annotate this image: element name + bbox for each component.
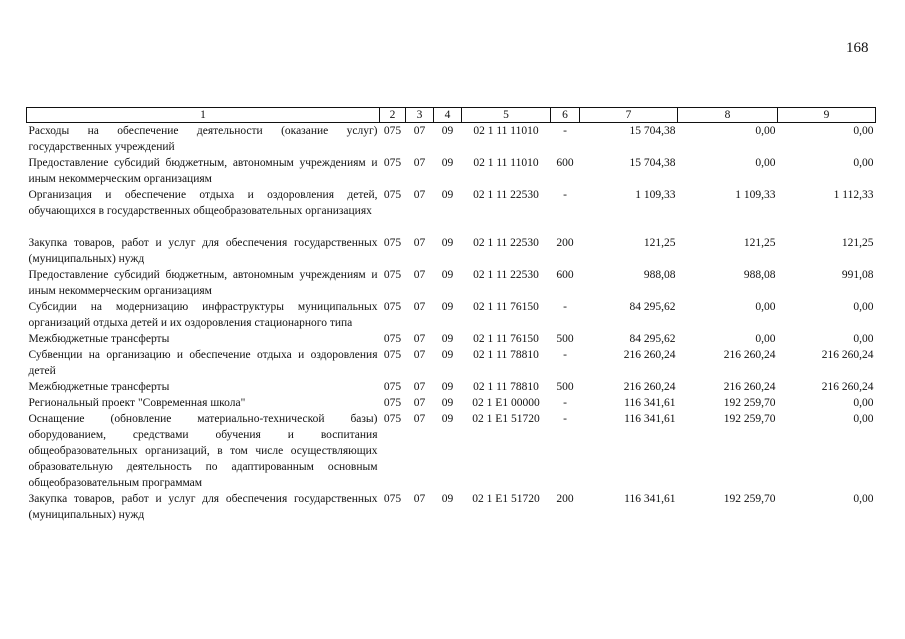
cell-amount-year1: 216 260,24	[623, 381, 676, 393]
cell-amount-year3: 0,00	[853, 493, 874, 505]
cell-target-article: 02 1 11 11010	[473, 157, 539, 169]
cell-amount-year1: 988,08	[643, 269, 676, 281]
cell-section: 07	[413, 413, 426, 425]
cell-subsection: 09	[441, 237, 454, 249]
cell-subsection: 09	[441, 349, 454, 361]
row-name: Субвенции на организацию и обеспечение отдыха и оздоровления детей	[28, 349, 378, 377]
cell-amount-year2: 192 259,70	[723, 397, 776, 409]
cell-amount-year1: 15 704,38	[629, 125, 676, 137]
cell-section: 07	[413, 493, 426, 505]
cell-expense-type: -	[563, 301, 567, 313]
page-number: 168	[846, 40, 869, 56]
cell-subsection: 09	[441, 381, 454, 393]
table-row	[27, 395, 876, 411]
table-header	[27, 108, 876, 123]
table-row	[27, 299, 876, 331]
cell-subsection: 09	[441, 493, 454, 505]
cell-target-article: 02 1 E1 51720	[472, 413, 540, 425]
cell-admin-code: 075	[383, 349, 402, 361]
cell-amount-year3: 991,08	[841, 269, 874, 281]
cell-amount-year1: 84 295,62	[629, 333, 676, 345]
cell-amount-year1: 15 704,38	[629, 157, 676, 169]
cell-amount-year2: 1 109,33	[735, 189, 776, 201]
column-header: 6	[551, 108, 580, 123]
cell-amount-year2: 0,00	[755, 157, 776, 169]
cell-admin-code: 075	[383, 493, 402, 505]
table-row	[27, 411, 876, 491]
cell-amount-year2: 0,00	[755, 301, 776, 313]
cell-section: 07	[413, 237, 426, 249]
cell-admin-code: 075	[383, 157, 402, 169]
cell-amount-year2: 192 259,70	[723, 493, 776, 505]
cell-amount-year3: 0,00	[853, 125, 874, 137]
cell-amount-year2: 216 260,24	[723, 381, 776, 393]
cell-amount-year3: 216 260,24	[821, 381, 874, 393]
cell-amount-year1: 84 295,62	[629, 301, 676, 313]
cell-subsection: 09	[441, 301, 454, 313]
cell-admin-code: 075	[383, 381, 402, 393]
cell-admin-code: 075	[383, 269, 402, 281]
cell-admin-code: 075	[383, 125, 402, 137]
row-name: Предоставление субсидий бюджетным, автономным учреждениям и иным некоммерческим организациям	[28, 157, 378, 185]
cell-amount-year1: 1 109,33	[635, 189, 676, 201]
cell-amount-year2: 988,08	[743, 269, 776, 281]
cell-amount-year3: 0,00	[853, 301, 874, 313]
cell-amount-year3: 0,00	[853, 157, 874, 169]
cell-amount-year3: 216 260,24	[821, 349, 874, 361]
cell-target-article: 02 1 11 78810	[473, 349, 539, 361]
cell-amount-year2: 0,00	[755, 333, 776, 345]
cell-target-article: 02 1 11 22530	[473, 237, 539, 249]
cell-target-article: 02 1 11 11010	[473, 125, 539, 137]
cell-admin-code: 075	[383, 413, 402, 425]
cell-section: 07	[413, 349, 426, 361]
cell-admin-code: 075	[383, 237, 402, 249]
column-header: 8	[678, 108, 778, 123]
column-header: 5	[462, 108, 551, 123]
cell-section: 07	[413, 301, 426, 313]
row-name: Региональный проект "Современная школа"	[28, 397, 246, 409]
column-header: 2	[380, 108, 406, 123]
cell-expense-type: 500	[556, 381, 574, 393]
cell-amount-year2: 0,00	[755, 125, 776, 137]
cell-subsection: 09	[441, 189, 454, 201]
cell-admin-code: 075	[383, 397, 402, 409]
row-name: Закупка товаров, работ и услуг для обеспечения государственных (муниципальных) нужд	[28, 237, 378, 265]
table-row	[27, 235, 876, 267]
cell-expense-type: -	[563, 349, 567, 361]
cell-amount-year2: 192 259,70	[723, 413, 776, 425]
cell-admin-code: 075	[383, 333, 402, 345]
cell-expense-type: 600	[556, 269, 574, 281]
table-row	[27, 491, 876, 523]
cell-expense-type: 500	[556, 333, 574, 345]
row-name: Закупка товаров, работ и услуг для обеспечения государственных (муниципальных) нужд	[28, 493, 378, 521]
cell-target-article: 02 1 11 76150	[473, 301, 539, 313]
cell-target-article: 02 1 E1 00000	[472, 397, 540, 409]
table-row	[27, 267, 876, 299]
cell-expense-type: -	[563, 413, 567, 425]
table-row	[27, 347, 876, 379]
cell-expense-type: -	[563, 189, 567, 201]
cell-section: 07	[413, 125, 426, 137]
cell-amount-year1: 116 341,61	[624, 397, 676, 409]
table-row	[27, 155, 876, 187]
budget-table	[26, 107, 876, 523]
table-row	[27, 187, 876, 235]
cell-amount-year2: 121,25	[743, 237, 776, 249]
cell-target-article: 02 1 11 76150	[473, 333, 539, 345]
cell-amount-year1: 116 341,61	[624, 413, 676, 425]
cell-expense-type: 200	[556, 237, 574, 249]
cell-expense-type: 600	[556, 157, 574, 169]
row-name: Межбюджетные трансферты	[28, 333, 170, 345]
row-name: Организация и обеспечение отдыха и оздоровления детей, обучающихся в государственных общеобразовательных организациях	[28, 189, 378, 217]
column-header: 9	[778, 108, 876, 123]
cell-amount-year3: 1 112,33	[833, 189, 874, 201]
table-row	[27, 123, 876, 156]
column-header: 7	[580, 108, 678, 123]
row-name: Оснащение (обновление материально-технической базы) оборудованием, средствами обучения и воспитания общеобразовательных организаций, в том числе осуществляющих образовательную деятельность по адаптированным основным общеобразовательным программам	[28, 413, 378, 489]
row-name: Предоставление субсидий бюджетным, автономным учреждениям и иным некоммерческим организациям	[28, 269, 378, 297]
cell-amount-year2: 216 260,24	[723, 349, 776, 361]
cell-subsection: 09	[441, 413, 454, 425]
row-name: Межбюджетные трансферты	[28, 381, 170, 393]
cell-section: 07	[413, 381, 426, 393]
table-row	[27, 331, 876, 347]
cell-expense-type: -	[563, 397, 567, 409]
cell-section: 07	[413, 189, 426, 201]
cell-subsection: 09	[441, 397, 454, 409]
cell-section: 07	[413, 157, 426, 169]
cell-target-article: 02 1 11 78810	[473, 381, 539, 393]
cell-expense-type: 200	[556, 493, 574, 505]
row-name: Расходы на обеспечение деятельности (оказание услуг) государственных учреждений	[28, 125, 378, 153]
cell-amount-year3: 0,00	[853, 413, 874, 425]
cell-section: 07	[413, 397, 426, 409]
column-header: 4	[434, 108, 462, 123]
cell-amount-year3: 0,00	[853, 333, 874, 345]
cell-subsection: 09	[441, 157, 454, 169]
cell-subsection: 09	[441, 125, 454, 137]
column-header: 3	[406, 108, 434, 123]
cell-section: 07	[413, 333, 426, 345]
table-row	[27, 379, 876, 395]
cell-amount-year1: 116 341,61	[624, 493, 676, 505]
cell-subsection: 09	[441, 333, 454, 345]
cell-amount-year1: 216 260,24	[623, 349, 676, 361]
cell-amount-year3: 0,00	[853, 397, 874, 409]
cell-section: 07	[413, 269, 426, 281]
cell-admin-code: 075	[383, 189, 402, 201]
cell-target-article: 02 1 11 22530	[473, 189, 539, 201]
row-name: Субсидии на модернизацию инфраструктуры муниципальных организаций отдыха детей и их оздоровления стационарного типа	[28, 301, 378, 329]
cell-target-article: 02 1 11 22530	[473, 269, 539, 281]
cell-admin-code: 075	[383, 301, 402, 313]
cell-amount-year1: 121,25	[643, 237, 676, 249]
cell-subsection: 09	[441, 269, 454, 281]
cell-amount-year3: 121,25	[841, 237, 874, 249]
cell-target-article: 02 1 E1 51720	[472, 493, 540, 505]
cell-expense-type: -	[563, 125, 567, 137]
column-header: 1	[27, 108, 380, 123]
